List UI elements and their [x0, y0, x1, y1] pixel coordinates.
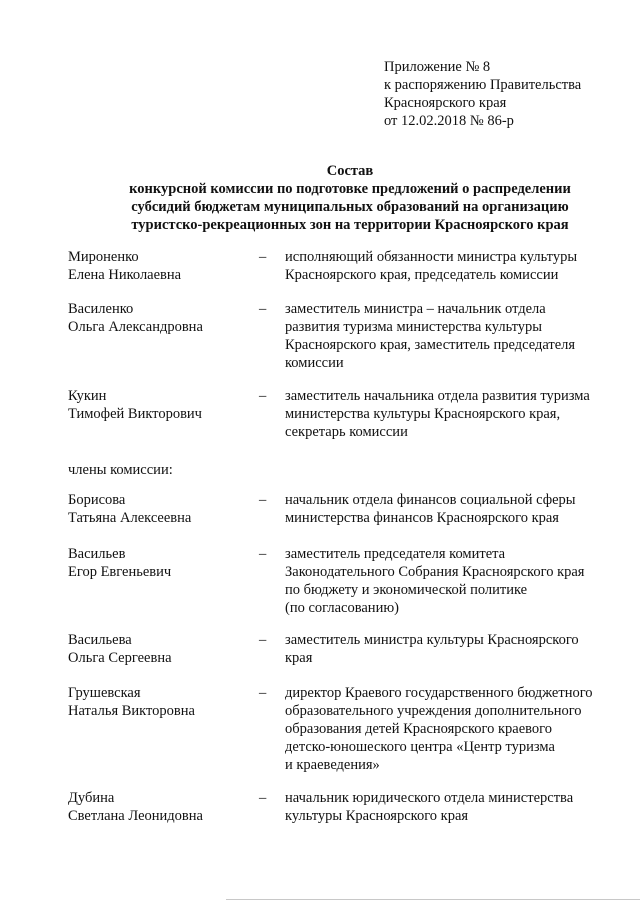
member-given-name: Тимофей Викторович	[68, 406, 202, 422]
member-given-name: Светлана Леонидовна	[68, 808, 203, 824]
member-name	[68, 248, 248, 284]
member-name	[68, 789, 248, 825]
member-given-name: Наталья Викторовна	[68, 703, 195, 719]
member-surname: Васильева	[68, 632, 132, 648]
dash-separator: –	[259, 790, 267, 806]
member-surname: Мироненко	[68, 249, 139, 265]
member-role	[285, 789, 615, 825]
member-given-name: Егор Евгеньевич	[68, 564, 172, 580]
role-line: (по согласованию)	[285, 600, 399, 616]
member-role	[285, 545, 615, 617]
heading-title: Состав	[326, 163, 374, 179]
member-surname: Борисова	[68, 492, 126, 508]
role-line: Законодательного Собрания Красноярского края	[285, 564, 585, 580]
member-name	[68, 631, 248, 667]
role-line: образования детей Красноярского краевого	[285, 721, 552, 737]
member-name	[68, 491, 248, 527]
member-given-name: Татьяна Алексеевна	[68, 510, 192, 526]
member-role	[285, 491, 615, 527]
role-line: директор Краевого государственного бюджетного	[285, 685, 593, 701]
role-line: края	[285, 650, 313, 666]
role-line: начальник отдела финансов социальной сферы	[285, 492, 576, 508]
role-line: начальник юридического отдела министерства	[285, 790, 574, 806]
role-line: образовательного учреждения дополнительного	[285, 703, 582, 719]
member-name	[68, 684, 248, 720]
heading-line: конкурсной комиссии по подготовке предложений о распределении	[129, 181, 571, 197]
member-given-name: Ольга Сергеевна	[68, 650, 172, 666]
dash-separator: –	[259, 249, 267, 265]
heading-line: субсидий бюджетам муниципальных образований на организацию	[131, 199, 569, 215]
member-surname: Дубина	[68, 790, 115, 806]
heading-line: туристско-рекреационных зон на территории Красноярского края	[131, 217, 569, 233]
dash-separator: –	[259, 301, 267, 317]
role-line: министерства культуры Красноярского края,	[285, 406, 561, 422]
member-role	[285, 248, 615, 284]
appendix-line: от 12.02.2018 № 86-р	[384, 113, 514, 129]
member-role	[285, 684, 615, 774]
role-line: Красноярского края, заместитель председателя	[285, 337, 576, 353]
appendix-block	[384, 58, 581, 130]
role-line: по бюджету и экономической политике	[285, 582, 528, 598]
member-surname: Кукин	[68, 388, 107, 404]
member-surname: Василенко	[68, 301, 134, 317]
role-line: заместитель председателя комитета	[285, 546, 506, 562]
role-line: секретарь комиссии	[285, 424, 408, 440]
role-line: детско-юношеского центра «Центр туризма	[285, 739, 555, 755]
role-line: и краеведения»	[285, 757, 380, 773]
dash-separator: –	[259, 492, 267, 508]
member-role	[285, 631, 615, 667]
dash-separator: –	[259, 546, 267, 562]
member-name	[68, 387, 248, 423]
role-line: Красноярского края, председатель комиссии	[285, 267, 559, 283]
role-line: комиссии	[285, 355, 344, 371]
role-line: исполняющий обязанности министра культуры	[285, 249, 578, 265]
role-line: министерства финансов Красноярского края	[285, 510, 559, 526]
member-given-name: Елена Николаевна	[68, 267, 182, 283]
role-line: заместитель министра культуры Красноярского	[285, 632, 579, 648]
member-surname: Грушевская	[68, 685, 141, 701]
appendix-line: Приложение № 8	[384, 59, 491, 75]
page-bottom-line	[226, 899, 640, 900]
role-line: развития туризма министерства культуры	[285, 319, 543, 335]
appendix-line: к распоряжению Правительства	[384, 77, 582, 93]
member-role	[285, 387, 615, 441]
member-name	[68, 300, 248, 336]
dash-separator: –	[259, 388, 267, 404]
member-role	[285, 300, 615, 372]
dash-separator: –	[259, 685, 267, 701]
member-given-name: Ольга Александровна	[68, 319, 203, 335]
member-name	[68, 545, 248, 581]
member-surname: Васильев	[68, 546, 126, 562]
role-line: заместитель начальника отдела развития туризма	[285, 388, 590, 404]
document-heading	[60, 162, 640, 234]
dash-separator: –	[259, 632, 267, 648]
members-label: члены комиссии:	[68, 462, 173, 478]
role-line: культуры Красноярского края	[285, 808, 469, 824]
appendix-line: Красноярского края	[384, 95, 507, 111]
role-line: заместитель министра – начальник отдела	[285, 301, 546, 317]
